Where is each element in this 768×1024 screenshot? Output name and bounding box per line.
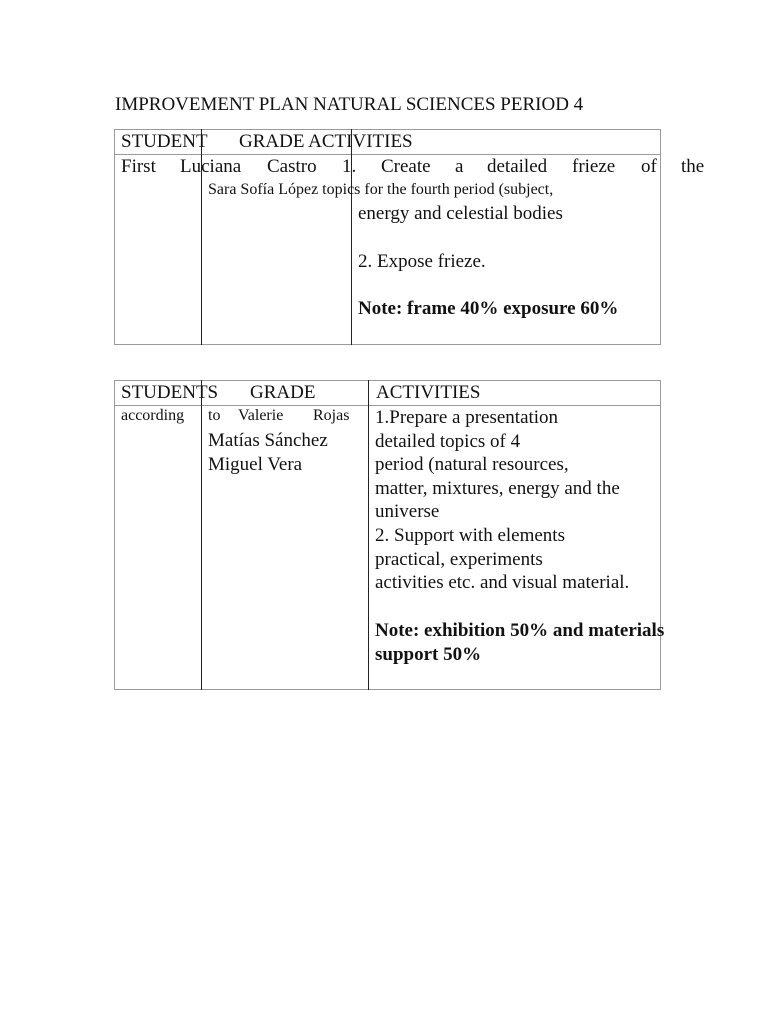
table-2-word-valerie: Valerie: [238, 407, 284, 424]
table-2-activity-line: matter, mixtures, energy and the: [375, 478, 620, 499]
table-2-header-divider: [114, 405, 661, 406]
table-1-students-and-activity-line: Sara Sofía López topics for the fourth period (subject,: [208, 181, 554, 198]
table-1-item-number: 1.: [342, 156, 357, 177]
table-1-word-create: Create: [381, 156, 431, 177]
table-1-header-divider: [114, 154, 661, 155]
table-2-word-to: to: [208, 407, 221, 424]
table-1-header-grade-activities: GRADE ACTIVITIES: [239, 131, 413, 152]
table-2-header-activities: ACTIVITIES: [376, 382, 481, 403]
table-2-activity-line: activities etc. and visual material.: [375, 572, 630, 593]
table-1-word-luciana: Luciana: [180, 156, 242, 177]
table-1-word-the: the: [681, 156, 705, 177]
table-2-student-matias: Matías Sánchez: [208, 430, 328, 451]
table-2-activity-line: universe: [375, 501, 440, 522]
table-2-column-divider-2: [368, 380, 369, 690]
table-1-word-detailed: detailed: [487, 156, 548, 177]
table-2-activity-line: 2. Support with elements: [375, 525, 565, 546]
table-2-header-grade: GRADE: [250, 382, 316, 403]
table-2-header-students: STUDENTS: [121, 382, 219, 403]
table-2-word-according: according: [121, 407, 185, 424]
table-1-word-castro: Castro: [267, 156, 317, 177]
table-2-student-miguel: Miguel Vera: [208, 454, 303, 475]
table-1-activity-line-3: energy and celestial bodies: [358, 203, 563, 224]
table-1-word-a: a: [455, 156, 464, 177]
table-1-header-student: STUDENT: [121, 131, 208, 152]
table-2-word-rojas: Rojas: [313, 407, 350, 424]
table-1-activity-item-2: 2. Expose frieze.: [358, 251, 486, 272]
table-2-column-divider-1: [201, 380, 202, 690]
table-2-note-line: support 50%: [375, 644, 482, 665]
table-1-word-first: First: [121, 156, 156, 177]
table-2-activity-line: period (natural resources,: [375, 454, 569, 475]
table-2-activity-line: 1.Prepare a presentation: [375, 407, 559, 428]
table-1-word-frieze: frieze: [572, 156, 616, 177]
document-title: IMPROVEMENT PLAN NATURAL SCIENCES PERIOD 4: [115, 94, 584, 115]
table-2-activity-line: detailed topics of 4: [375, 431, 521, 452]
table-1-word-of: of: [641, 156, 657, 177]
table-1-note: Note: frame 40% exposure 60%: [358, 298, 619, 319]
table-2-note-line: Note: exhibition 50% and materials: [375, 620, 665, 641]
table-2-activity-line: practical, experiments: [375, 549, 543, 570]
